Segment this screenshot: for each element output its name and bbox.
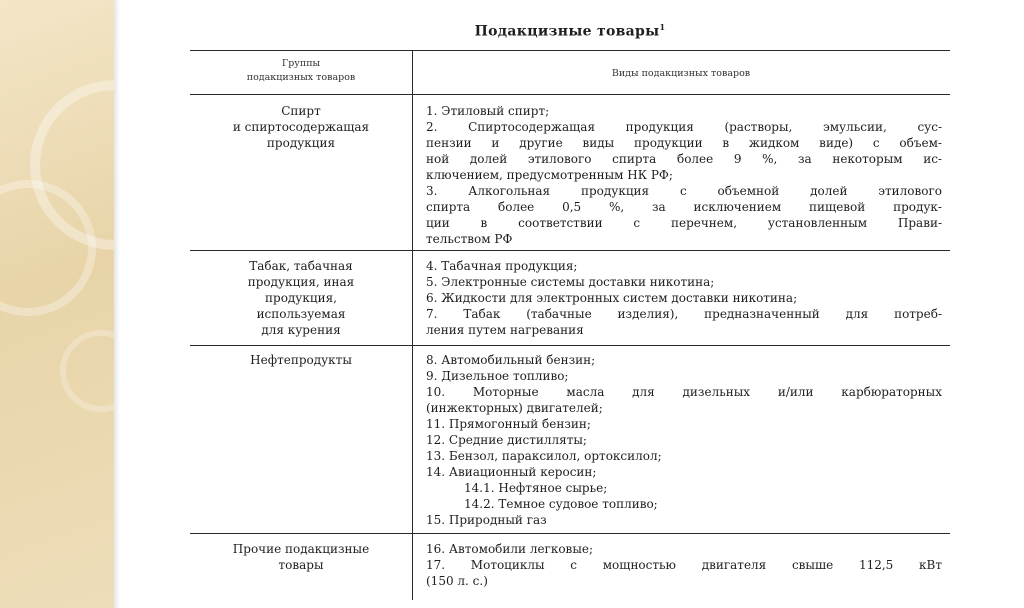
document-table [190, 0, 950, 608]
list-item: (инжекторных) двигателей; [426, 401, 603, 415]
list-item: 7. Табак (табачные изделия), предназначенный для потреб- [426, 307, 942, 321]
list-item: 17. Мотоциклы с мощностью двигателя свыше 112,5 кВт [426, 558, 942, 572]
list-item: спирта более 0,5 %, за исключением пищевой продук- [426, 200, 942, 214]
group-cell-spirits: Спирт и спиртосодержащая продукция [232, 104, 370, 150]
list-item: 11. Прямогонный бензин; [426, 417, 591, 431]
list-item: 12. Средние дистилляты; [426, 433, 587, 447]
table-rule [190, 533, 950, 534]
list-item: 2. Спиртосодержащая продукция (растворы, эмульсии, сус- [426, 120, 942, 134]
table-rule [190, 50, 950, 51]
items-cell-petroleum [426, 352, 942, 528]
list-item: ления путем нагревания [426, 323, 584, 337]
column-header-types: Виды подакцизных товаров [611, 68, 751, 79]
list-item: 15. Природный газ [426, 513, 547, 527]
group-cell-other: Прочие подакцизные товары [232, 542, 370, 572]
panel-shadow [114, 0, 120, 608]
table-rule [190, 94, 950, 95]
list-item: 14.2. Темное судовое топливо; [464, 497, 658, 511]
table-rule [190, 345, 950, 346]
list-item: 6. Жидкости для электронных систем доставки никотина; [426, 291, 798, 305]
column-header-groups: Группы подакцизных товаров [246, 58, 356, 83]
list-item: тельством РФ [426, 232, 513, 246]
list-item: 4. Табачная продукция; [426, 259, 578, 273]
list-item: (150 л. с.) [426, 574, 488, 588]
list-item: ной долей этилового спирта более 9 %, за некоторым ис- [426, 152, 942, 166]
decorative-ring [60, 330, 114, 412]
table-rule [190, 250, 950, 251]
list-item: 5. Электронные системы доставки никотина; [426, 275, 715, 289]
list-item: 13. Бензол, параксилол, ортоксилол; [426, 449, 662, 463]
column-divider [412, 50, 413, 600]
list-item: ключением, предусмотренным НК РФ; [426, 168, 673, 182]
footnote-marker: 1 [659, 22, 666, 32]
list-item: ции в соответствии с перечнем, установленным Прави- [426, 216, 942, 230]
items-cell-spirits [426, 103, 942, 247]
items-cell-tobacco [426, 258, 942, 338]
list-item: пензии и другие виды продукции в жидком виде) с объем- [426, 136, 942, 150]
list-item: 9. Дизельное топливо; [426, 369, 569, 383]
group-cell-tobacco: Табак, табачная продукция, иная продукция, используемая для курения [247, 259, 355, 337]
list-item: 14.1. Нефтяное сырье; [464, 481, 608, 495]
table-title: Подакцизные товары$^1$ [474, 22, 666, 40]
list-item: 3. Алкогольная продукция с объемной долей этилового [426, 184, 942, 198]
list-item: 14. Авиационный керосин; [426, 465, 597, 479]
decorative-side-panel [0, 0, 114, 608]
list-item: 16. Автомобили легковые; [426, 542, 594, 556]
list-item: 1. Этиловый спирт; [426, 104, 550, 118]
group-cell-petroleum: Нефтепродукты [250, 353, 352, 367]
items-cell-other [426, 541, 942, 589]
list-item: 8. Автомобильный бензин; [426, 353, 596, 367]
list-item: 10. Моторные масла для дизельных и/или карбюраторных [426, 385, 942, 399]
